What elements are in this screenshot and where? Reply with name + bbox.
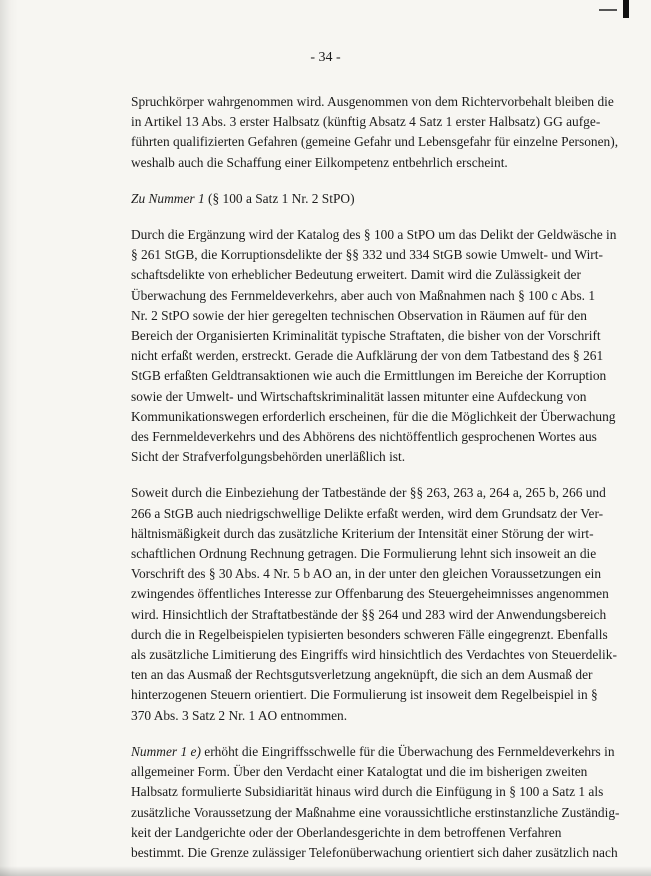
scan-shadow-left xyxy=(0,0,18,876)
text-line: hinterzogenen Steuern orientiert. Die Formulierung ist insoweit dem Regelbeispiel in § xyxy=(131,687,598,703)
text-line: Nr. 2 StPO sowie der hier geregelten technischen Observation in Räumen auf für den xyxy=(131,307,587,323)
text-line: zwingendes öffentliches Interesse zur Offenbarung des Steuergeheimnisses angenommen xyxy=(131,586,609,602)
text-line: weshalb auch die Schaffung einer Eilkompetenz entbehrlich erscheint. xyxy=(131,154,508,170)
text-line: allgemeiner Form. Über den Verdacht einer Katalogtat und die im bisherigen zweiten xyxy=(131,764,588,780)
text-line: Bereich der Organisierten Kriminalität typische Straftaten, die bisher von der Vorschrift xyxy=(131,328,601,344)
text-line: Vorschrift des § 30 Abs. 4 Nr. 5 b AO an, in der unter den gleichen Voraussetzungen ein xyxy=(131,566,602,582)
scan-shadow-bottom xyxy=(0,866,651,876)
text-line: keit der Landgerichte oder der Oberlandesgerichte in dem betroffenen Verfahren xyxy=(131,824,562,840)
text-line: Kommunikationswegen erforderlich erscheinen, für die die Möglichkeit der Überwachung xyxy=(131,408,616,424)
text-line: § 261 StGB, die Korruptionsdelikte der §§ 332 und 334 StGB sowie Umwelt- und Wirt- xyxy=(131,247,603,263)
heading-rest: (§ 100 a Satz 1 Nr. 2 StPO) xyxy=(204,190,355,206)
text-line-rest: erhöht die Eingriffsschwelle für die Überwachung des Fernmeldeverkehrs in xyxy=(200,743,615,759)
paragraph-2 xyxy=(131,225,617,467)
text-line: Durch die Ergänzung wird der Katalog des § 100 a StPO um das Delikt der Geldwäsche in xyxy=(131,227,617,243)
scan-artifact-mark xyxy=(599,9,617,11)
text-line: Soweit durch die Einbeziehung der Tatbestände der §§ 263, 263 a, 264 a, 265 b, 266 und xyxy=(131,485,606,501)
paragraph-1 xyxy=(131,92,619,173)
heading-italic: Zu Nummer 1 xyxy=(131,190,205,206)
text-line: führten qualifizierten Gefahren (gemeine Gefahr und Lebensgefahr für einzelne Personen), xyxy=(131,134,619,150)
text-line: bestimmt. Die Grenze zulässiger Telefonüberwachung orientiert sich daher zusätzlich nach xyxy=(131,844,618,860)
text-line: des Fernmeldeverkehrs und des Abhörens des nichtöffentlich gesprochenen Wortes aus xyxy=(131,429,597,445)
body-text xyxy=(131,92,620,863)
page-number: - 34 - xyxy=(310,50,341,65)
text-line: wird. Hinsichtlich der Straftatbestände der §§ 264 und 283 wird der Anwendungsbereich xyxy=(131,606,607,622)
paragraph-3 xyxy=(131,483,617,725)
text-line: als zusätzliche Limitierung des Eingriffs wird hinsichtlich des Verdachtes von Steuerdelik- xyxy=(131,647,617,663)
text-line: ten an das Ausmaß der Rechtsgutsverletzung angeknüpft, die sich an dem Ausmaß der xyxy=(131,667,593,683)
text-line: nicht erfaßt werden, erstreckt. Gerade die Aufklärung der von dem Tatbestand des § 261 xyxy=(131,348,604,364)
text-line: StGB erfaßten Geldtransaktionen wie auch die Ermittlungen im Bereiche der Korruption xyxy=(131,368,607,384)
text-line: Sicht der Strafverfolgungsbehörden unerläßlich ist. xyxy=(131,449,406,465)
text-line: hältnismäßigkeit durch das zusätzliche Kriterium der Intensität einer Störung der wirt- xyxy=(131,525,594,541)
text-line: durch die in Regelbeispielen typisierten besonders schweren Fälle eingegrenzt. Ebenfalls xyxy=(131,626,608,642)
text-line: in Artikel 13 Abs. 3 erster Halbsatz (künftig Absatz 4 Satz 1 erster Halbsatz) GG aufge- xyxy=(131,114,601,130)
scan-artifact-mark xyxy=(623,0,629,18)
text-line: 266 a StGB auch niedrigschwellige Delikte erfaßt werden, wird dem Grundsatz der Ver- xyxy=(131,505,604,521)
text-line: schaftlichen Ordnung Rechnung getragen. Die Formulierung lehnt sich insoweit an die xyxy=(131,546,597,562)
text-line: schaftsdelikte von erheblicher Bedeutung erweitert. Damit wird die Zulässigkeit der xyxy=(131,267,581,283)
lead-italic: Nummer 1 e) xyxy=(131,743,201,759)
text-line: zusätzliche Voraussetzung der Maßnahme eine voraussichtliche erstinstanzliche Zuständig- xyxy=(131,804,620,820)
section-heading xyxy=(131,189,575,209)
text-line: 370 Abs. 3 Satz 2 Nr. 1 AO entnommen. xyxy=(131,707,348,723)
paragraph-4 xyxy=(131,742,620,863)
text-line: Halbsatz formulierte Subsidiarität hinaus wird durch die Einfügung in § 100 a Satz 1 als xyxy=(131,784,604,800)
text-line: sowie der Umwelt- und Wirtschaftskriminalität lassen mitunter eine Aufdeckung von xyxy=(131,388,587,404)
text-line: Spruchkörper wahrgenommen wird. Ausgenommen von dem Richtervorbehalt bleiben die xyxy=(131,94,614,109)
text-line: Überwachung des Fernmeldeverkehrs, aber auch von Maßnahmen nach § 100 c Abs. 1 xyxy=(131,287,596,303)
